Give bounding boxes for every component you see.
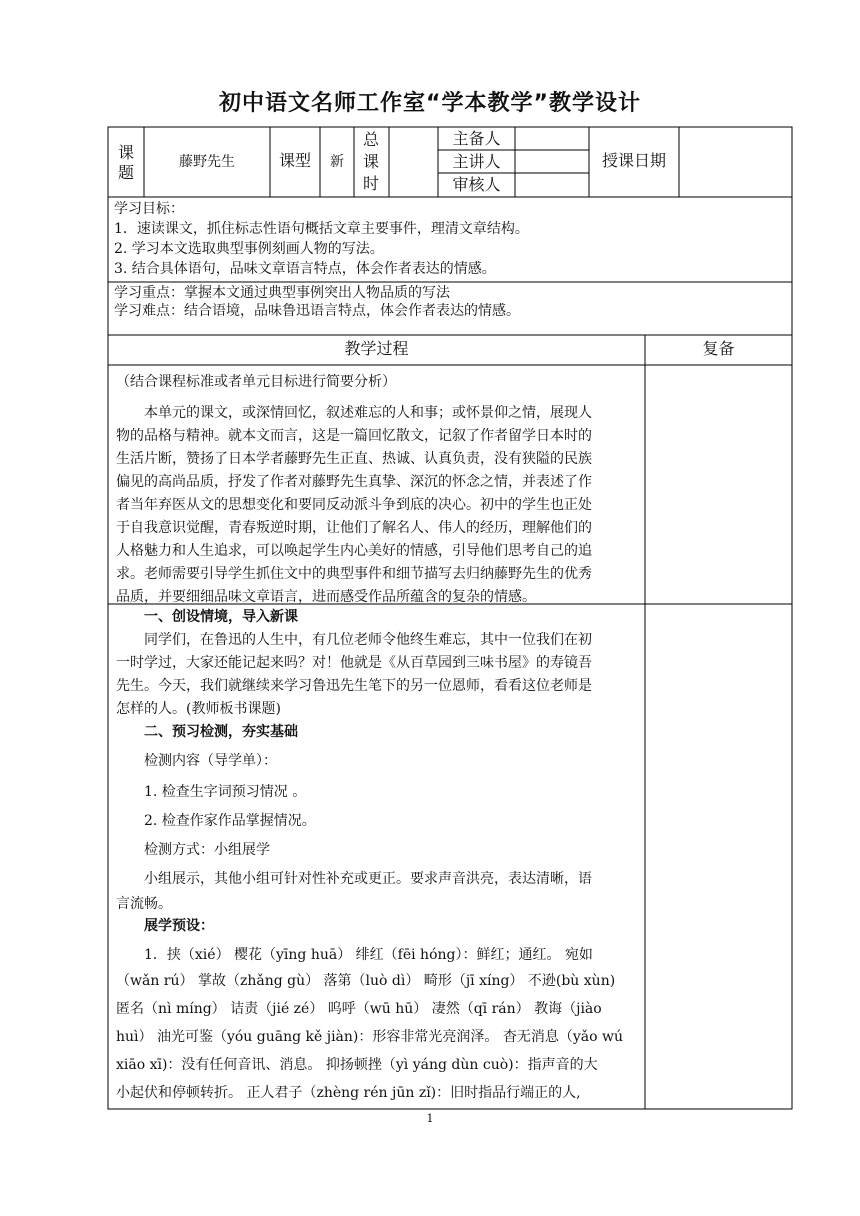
preset-title: 展学预设： bbox=[144, 918, 214, 934]
analysis-line: 物的品格与精神。就本文而言，这是一篇回忆散文，记叙了作者留学日本时的 bbox=[116, 428, 592, 444]
show-line: 言流畅。 bbox=[116, 896, 172, 912]
goal-2: 2. 学习本文选取典型事例刻画人物的写法。 bbox=[114, 241, 384, 257]
analysis-line: 人格魅力和人生追求，可以唤起学生内心美好的情感，引导他们思考自己的追 bbox=[116, 543, 592, 559]
page-title: 初中语文名师工作室“学本教学”教学设计 bbox=[219, 91, 641, 116]
check-item-1: 1. 检查生字词预习情况 。 bbox=[144, 784, 307, 800]
analysis-line: 于自我意识觉醒，青春叛逆时期，让他们了解名人、伟人的经历，理解他们的 bbox=[116, 520, 592, 536]
difficult-point: 学习难点：结合语境，品味鲁迅语言特点，体会作者表达的情感。 bbox=[114, 303, 520, 319]
check-item-2: 2. 检查作家作品掌握情况。 bbox=[144, 813, 316, 829]
review-heading: 复备 bbox=[702, 339, 735, 358]
goal-3: 3. 结合具体语句，品味文章语言特点，体会作者表达的情感。 bbox=[114, 261, 496, 277]
check-method: 检测方式：小组展学 bbox=[144, 842, 270, 858]
goals-heading: 学习目标： bbox=[114, 201, 184, 217]
page-number: 1 bbox=[426, 1112, 434, 1125]
role-lecturer-label: 主讲人 bbox=[452, 152, 501, 171]
section-1-line: 先生。今天，我们就继续来学习鲁迅先生笔下的另一位恩师，看看这位老师是 bbox=[116, 678, 592, 694]
vocab-line: 小起伏和停顿转折。 正人君子（zhèng rén jūn zǐ)：旧时指品行端正的人, bbox=[116, 1085, 581, 1101]
vocab-line: huì） 油光可鉴（yóu guāng kě jiàn)：形容非常光亮润泽。 杳无消息（yǎo wú bbox=[116, 1029, 623, 1045]
analysis-line: 者当年弃医从文的思想变化和要同反动派斗争到底的决心。初中的学生也正处 bbox=[116, 497, 592, 513]
analysis-line: 品质，并要细细品味文章语言，进而感受作品所蕴含的复杂的情感。 bbox=[116, 589, 536, 605]
section-1-line: 同学们，在鲁迅的人生中，有几位老师令他终生难忘，其中一位我们在初 bbox=[144, 632, 592, 648]
analysis-line: 生活片断，赞扬了日本学者藤野先生正直、热诚、认真负责，没有狭隘的民族 bbox=[116, 451, 592, 467]
analysis-line: 求。老师需要引导学生抓住文中的典型事件和细节描写去归纳藤野先生的优秀 bbox=[116, 566, 592, 582]
section-1-line: 怎样的人。(教师板书课题) bbox=[116, 701, 281, 717]
key-point: 学习重点：掌握本文通过典型事例突出人物品质的写法 bbox=[114, 285, 450, 301]
analysis-note: （结合课程标准或者单元目标进行简要分析） bbox=[116, 374, 396, 390]
vocab-line: 1．挟（xié） 樱花（yīng huā） 绯红（fēi hóng）：鲜红；通红。 宛如 bbox=[144, 947, 593, 963]
process-heading: 教学过程 bbox=[344, 339, 409, 358]
analysis-line: 本单元的课文，或深情回忆，叙述难忘的人和事；或怀景仰之情，展现人 bbox=[144, 405, 592, 421]
type-label: 课型 bbox=[278, 151, 311, 170]
goal-1: 1．速读课文，抓住标志性语句概括文章主要事件，理清文章结构。 bbox=[114, 221, 529, 237]
section-1-title: 一、创设情境，导入新课 bbox=[144, 609, 298, 625]
role-primary-label: 主备人 bbox=[452, 129, 501, 148]
topic-value: 藤野先生 bbox=[179, 154, 235, 170]
show-line: 小组展示，其他小组可针对性补充或更正。要求声音洪亮，表达清晰，语 bbox=[144, 871, 592, 887]
type-value: 新 bbox=[330, 154, 344, 170]
section-2-title: 二、预习检测，夯实基础 bbox=[144, 724, 298, 740]
topic-label: 课 题 bbox=[117, 143, 134, 182]
section-1-line: 一时学过，大家还能记起来吗？对！他就是《从百草园到三味书屋》的寿镜吾 bbox=[116, 655, 592, 671]
vocab-line: （wǎn rú） 掌故（zhǎng gù） 落第（luò dì） 畸形（jī xíng） 不逊(bù xùn) bbox=[116, 973, 616, 989]
check-content: 检测内容（导学单）： bbox=[144, 753, 277, 769]
hours-label: 总 课 时 bbox=[362, 130, 379, 193]
vocab-line: xiāo xī)：没有任何音讯、消息。 抑扬顿挫（yì yáng dùn cuò)：指声音的大 bbox=[116, 1057, 598, 1073]
vocab-line: 匿名（nì míng） 诘责（jié zé） 呜呼（wū hū） 凄然（qī rán） 教诲（jiào bbox=[116, 1001, 602, 1017]
analysis-line: 偏见的高尚品质，抒发了作者对藤野先生真挚、深沉的怀念之情，并表述了作 bbox=[116, 474, 592, 490]
role-reviewer-label: 审核人 bbox=[452, 175, 501, 194]
date-label: 授课日期 bbox=[601, 151, 666, 170]
